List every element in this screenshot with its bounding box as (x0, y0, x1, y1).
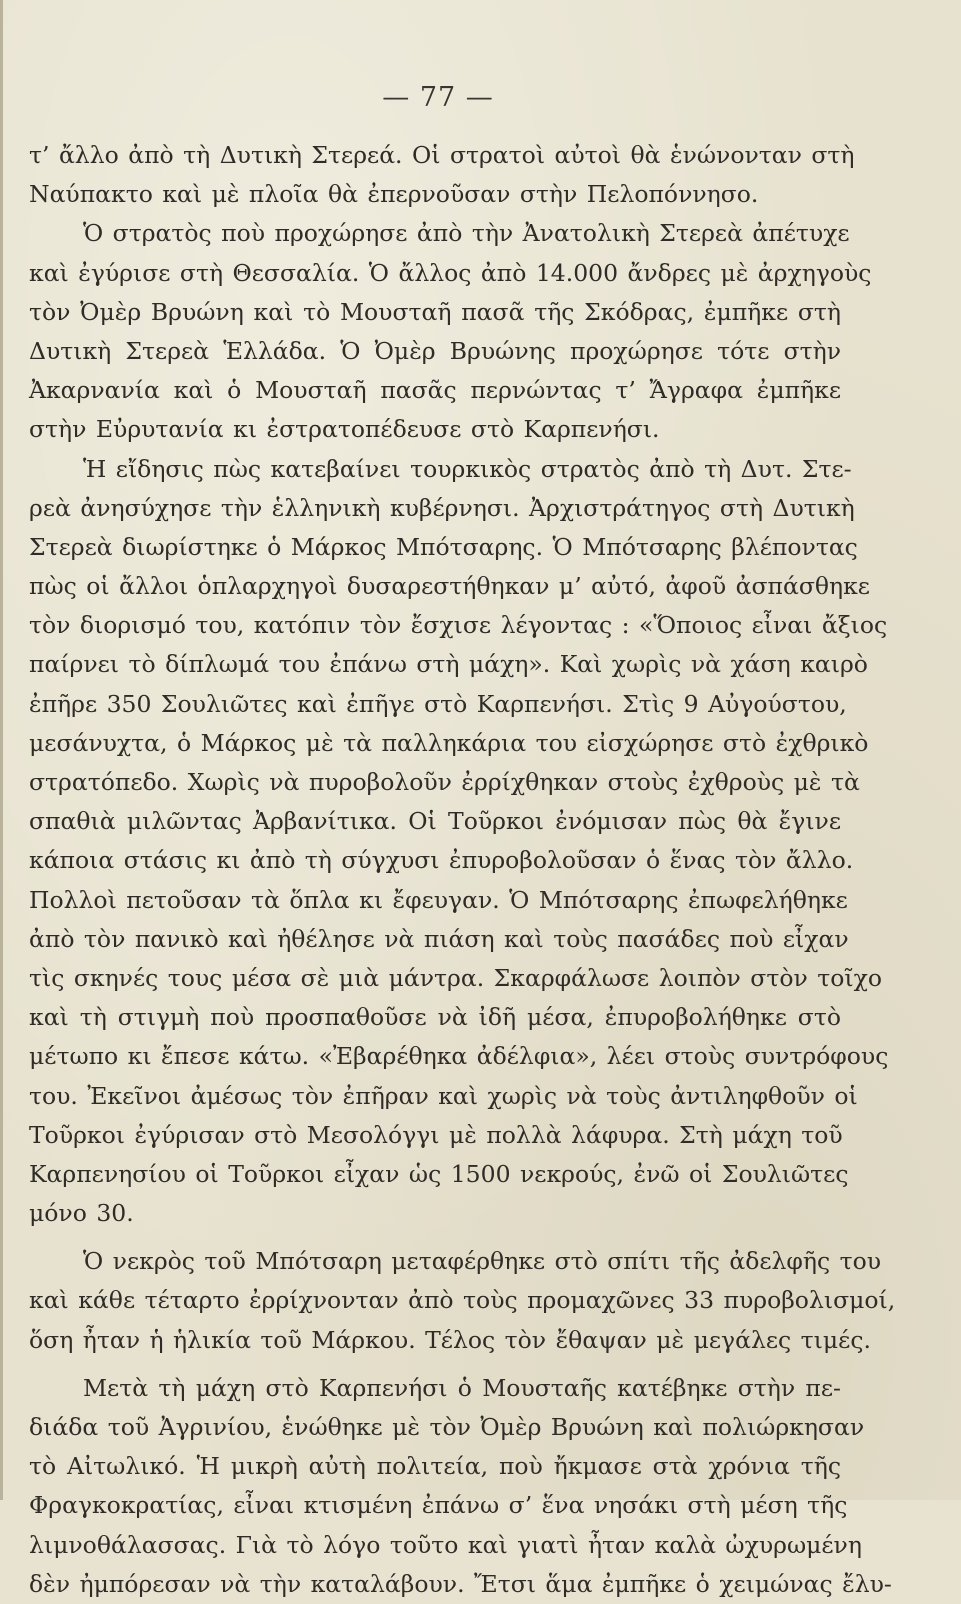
text-line: τὸ Αἰτωλικό. Ἡ μικρὴ αὐτὴ πολιτεία, ποὺ ἤκμασε στὰ χρόνια τῆς (29, 1452, 841, 1481)
text-line: τ’ ἄλλο ἀπὸ τὴ Δυτικὴ Στερεά. Οἱ στρατοὶ αὐτοὶ θὰ ἑνώνονταν στὴ (29, 141, 855, 169)
text-line: καὶ ἐγύρισε στὴ Θεσσαλία. Ὁ ἄλλος ἀπὸ 14.000 ἄνδρες μὲ ἀρχηγοὺς (29, 258, 872, 287)
text-line: σπαθιὰ μιλῶντας Ἀρβανίτικα. Οἱ Τοῦρκοι ἐνόμισαν πὼς θὰ ἔγινε (29, 807, 841, 836)
text-line: δὲν ἠμπόρεσαν νὰ τὴν καταλάβουν. Ἔτσι ἅμα ἐμπῆκε ὁ χειμώνας ἔλυ- (29, 1569, 892, 1598)
text-line: Ἀκαρνανία καὶ ὁ Μουσταῆ πασᾶς περνώντας τ’ Ἄγραφα ἐμπῆκε (29, 376, 841, 405)
paragraph-gap (29, 1360, 841, 1369)
text-line: μόνο 30. (29, 1199, 134, 1228)
text-line: τὸν Ὀμὲρ Βρυώνη καὶ τὸ Μουσταῆ πασᾶ τῆς Σκόδρας, ἐμπῆκε στὴ (29, 297, 841, 326)
text-line: τὶς σκηνές τους μέσα σὲ μιὰ μάντρα. Σκαρφάλωσε λοιπὸν στὸν τοῖχο (29, 963, 882, 992)
text-line: λιμνοθάλασσας. Γιὰ τὸ λόγο τοῦτο καὶ γιατὶ ἦταν καλὰ ὠχυρωμένη (29, 1530, 862, 1559)
text-line: κάποια στάσις κι ἀπὸ τὴ σύγχυσι ἐπυροβολοῦσαν ὁ ἕνας τὸν ἄλλο. (29, 846, 854, 875)
text-line: καὶ κάθε τέταρτο ἐρρίχνονταν ἀπὸ τοὺς προμαχῶνες 33 πυροβολισμοί, (29, 1286, 896, 1315)
text-line: καὶ τὴ στιγμὴ ποὺ προσπαθοῦσε νὰ ἰδῆ μέσα, ἐπυροβολήθηκε στὸ (29, 1003, 841, 1032)
paragraph (29, 1369, 892, 1604)
text-line: Ναύπακτο καὶ μὲ πλοῖα θὰ ἐπερνοῦσαν στὴν Πελοπόννησο. (29, 180, 759, 209)
text-line: στὴν Εὐρυτανία κι ἐστρατοπέδευσε στὸ Καρπενήσι. (29, 415, 660, 444)
text-line: παίρνει τὸ δίπλωμά του ἐπάνω στὴ μάχη». Καὶ χωρὶς νὰ χάση καιρὸ (29, 650, 868, 679)
text-line: διάδα τοῦ Ἀγρινίου, ἑνώθηκε μὲ τὸν Ὀμὲρ Βρυώνη καὶ πολιώρκησαν (29, 1413, 865, 1441)
text-line: Στερεὰ διωρίστηκε ὁ Μάρκος Μπότσαρης. Ὁ Μπότσαρης βλέποντας (29, 532, 858, 561)
text-line: ρεὰ ἀνησύχησε τὴν ἑλληνικὴ κυβέρνησι. Ἀρχιστράτηγος στὴ Δυτικὴ (29, 493, 855, 522)
text-line: πὼς οἱ ἄλλοι ὁπλαρχηγοὶ δυσαρεστήθηκαν μ’ αὐτό, ἀφοῦ ἀσπάσθηκε (29, 572, 870, 601)
text-line: Δυτικὴ Στερεὰ Ἑλλάδα. Ὁ Ὀμὲρ Βρυώνης προχώρησε τότε στὴν (29, 336, 841, 365)
text-line: στρατόπεδο. Χωρὶς νὰ πυροβολοῦν ἐρρίχθηκαν στοὺς ἐχθροὺς μὲ τὰ (29, 768, 860, 796)
text-line: Μετὰ τὴ μάχη στὸ Καρπενήσι ὁ Μουσταῆς κατέβηκε στὴν πε- (83, 1373, 841, 1402)
paragraph (29, 1242, 896, 1360)
page-number: — 77 — (382, 82, 494, 113)
text-line: του. Ἐκεῖνοι ἀμέσως τὸν ἐπῆραν καὶ χωρὶς νὰ τοὺς ἀντιληφθοῦν οἱ (29, 1081, 858, 1110)
text-line: ὅση ἦταν ἡ ἡλικία τοῦ Μάρκου. Τέλος τὸν ἔθαψαν μὲ μεγάλες τιμές. (29, 1325, 871, 1354)
paragraph (29, 214, 872, 449)
text-line: Ὁ στρατὸς ποὺ προχώρησε ἀπὸ τὴν Ἀνατολικὴ Στερεὰ ἀπέτυχε (83, 219, 850, 248)
text-line: Φραγκοκρατίας, εἶναι κτισμένη ἐπάνω σ’ ἕνα νησάκι στὴ μέση τῆς (29, 1491, 848, 1520)
text-line: Καρπενησίου οἱ Τοῦρκοι εἶχαν ὡς 1500 νεκρούς, ἐνῶ οἱ Σουλιῶτες (29, 1159, 849, 1188)
text-line: Τοῦρκοι ἐγύρισαν στὸ Μεσολόγγι μὲ πολλὰ λάφυρα. Στὴ μάχη τοῦ (29, 1120, 843, 1149)
text-line: ἐπῆρε 350 Σουλιῶτες καὶ ἐπῆγε στὸ Καρπενήσι. Στὶς 9 Αὐγούστου, (29, 689, 847, 718)
text-line: Ἡ εἴδησις πὼς κατεβαίνει τουρκικὸς στρατὸς ἀπὸ τὴ Δυτ. Στε- (83, 454, 852, 483)
text-line: ἀπὸ τὸν πανικὸ καὶ ἠθέλησε νὰ πιάση καὶ τοὺς πασάδες ποὺ εἶχαν (29, 924, 849, 953)
text-line: τὸν διορισμό του, κατόπιν τὸν ἔσχισε λέγοντας : «Ὅποιος εἶναι ἄξιος (29, 611, 888, 640)
paragraph (29, 450, 889, 1234)
text-line: μεσάνυχτα, ὁ Μάρκος μὲ τὰ παλληκάρια του εἰσχώρησε στὸ ἐχθρικὸ (29, 728, 869, 757)
text-line: Ὁ νεκρὸς τοῦ Μπότσαρη μεταφέρθηκε στὸ σπίτι τῆς ἀδελφῆς του (83, 1247, 882, 1276)
body-text (29, 136, 896, 1604)
text-line: Πολλοὶ πετοῦσαν τὰ ὅπλα κι ἔφευγαν. Ὁ Μπότσαρης ἐπωφελήθηκε (29, 885, 848, 914)
paragraph-gap (29, 1233, 841, 1242)
text-line: μέτωπο κι ἔπεσε κάτω. «Ἐβαρέθηκα ἀδέλφια», λέει στοὺς συντρόφους (29, 1042, 889, 1071)
paragraph (29, 136, 855, 214)
